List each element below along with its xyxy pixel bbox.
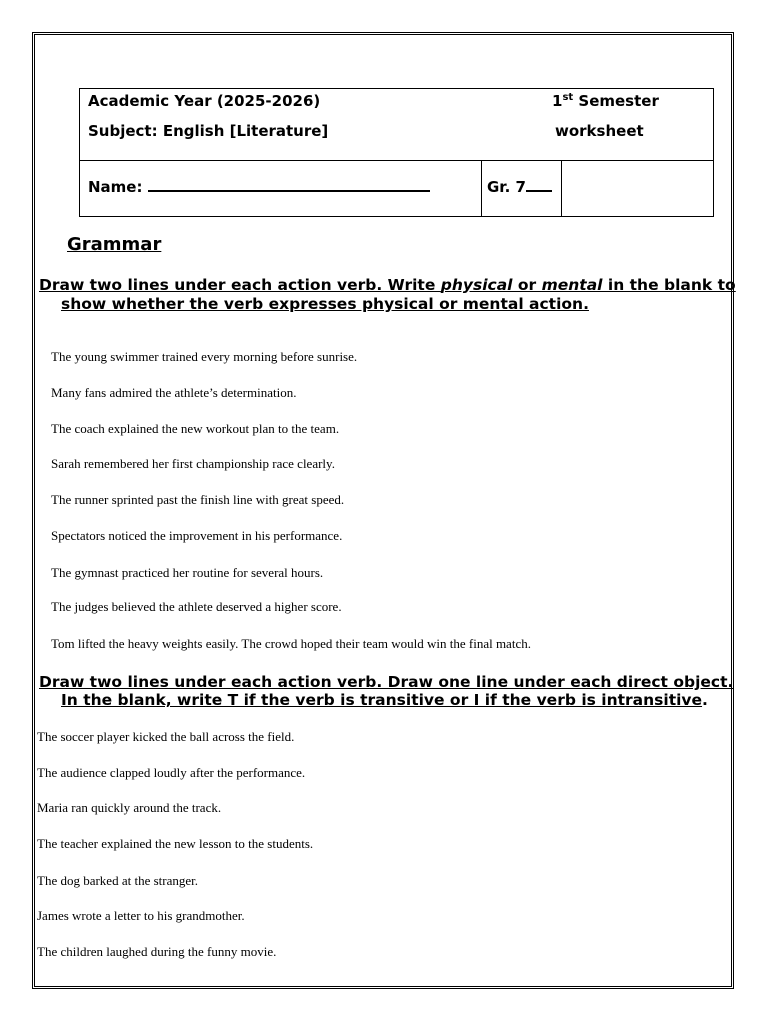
exercise-sentence: The children laughed during the funny movie. xyxy=(37,944,277,959)
academic-year: Academic Year (2025-2026) xyxy=(88,92,321,110)
exercise-sentence: Maria ran quickly around the track. xyxy=(37,800,222,815)
exercise-sentence: The runner sprinted past the finish line with great speed. xyxy=(51,492,345,507)
section-title: Grammar xyxy=(67,234,162,255)
exercise-sentence: The audience clapped loudly after the performance. xyxy=(37,765,306,780)
exercise-sentence: The soccer player kicked the ball across the field. xyxy=(37,729,295,744)
exercise-sentence: The judges believed the athlete deserved a higher score. xyxy=(51,599,342,614)
exercise-sentence: Tom lifted the heavy weights easily. The crowd hoped their team would win the final match. xyxy=(51,636,531,651)
exercise-sentence: Many fans admired the athlete’s determination. xyxy=(51,385,297,400)
exercise-sentence: The gymnast practiced her routine for several hours. xyxy=(51,565,324,580)
exercise-sentence: James wrote a letter to his grandmother. xyxy=(37,908,245,923)
exercise-sentence: The dog barked at the stranger. xyxy=(37,873,198,888)
exercise-sentence: The young swimmer trained every morning before sunrise. xyxy=(51,349,358,364)
exercise-sentence: The teacher explained the new lesson to the students. xyxy=(37,836,314,851)
name-field[interactable]: Name: xyxy=(88,178,430,196)
subject: Subject: English [Literature] xyxy=(88,122,329,140)
name-blank[interactable] xyxy=(148,190,430,192)
worksheet-label: worksheet xyxy=(555,122,644,140)
exercise-sentence: The coach explained the new workout plan to the team. xyxy=(51,421,340,436)
header-column-divider xyxy=(561,160,562,216)
grade-blank[interactable] xyxy=(526,190,552,192)
grade-field[interactable]: Gr. 7 xyxy=(487,178,552,196)
header-column-divider xyxy=(481,160,482,216)
instruction-part1-line1: Draw two lines under each action verb. Write physical or mental in the blank to xyxy=(39,276,736,294)
instruction-part2-line2: In the blank, write T if the verb is transitive or I if the verb is intransitive. xyxy=(61,691,708,709)
exercise-sentence: Sarah remembered her first championship race clearly. xyxy=(51,456,335,471)
header-divider xyxy=(80,160,713,161)
semester: 1st Semester xyxy=(552,92,659,110)
worksheet-header xyxy=(79,88,714,217)
instruction-part2-line1: Draw two lines under each action verb. Draw one line under each direct object. xyxy=(39,673,734,691)
exercise-sentence: Spectators noticed the improvement in his performance. xyxy=(51,528,343,543)
instruction-part1-line2: show whether the verb expresses physical or mental action. xyxy=(61,295,589,313)
